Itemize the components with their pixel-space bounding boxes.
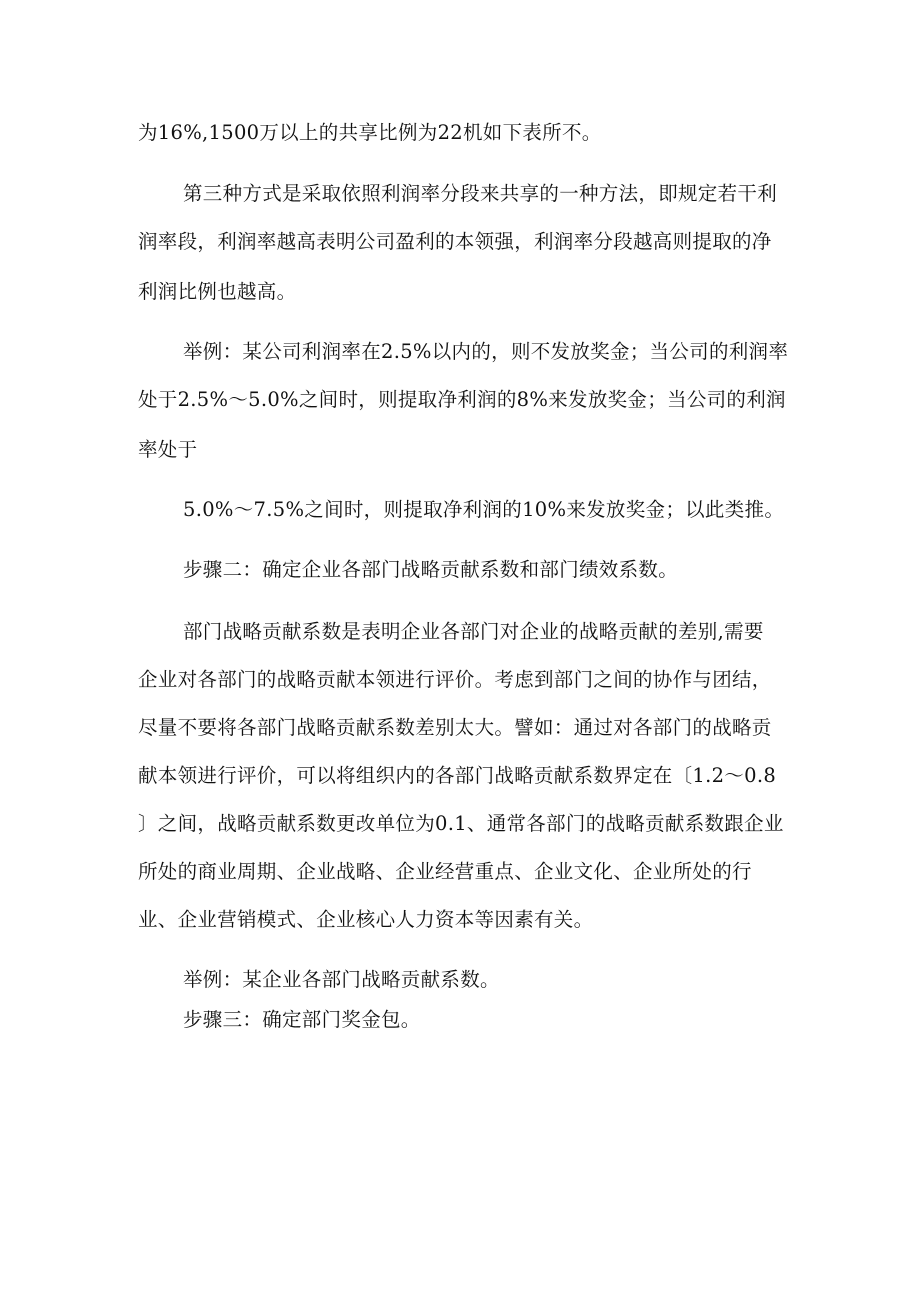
- paragraph-line: 所处的商业周期、企业战略、企业经营重点、企业文化、企业所处的行: [138, 860, 752, 883]
- paragraph-line: 润率段，利润率越高表明公司盈利的本领强，利润率分段越高则提取的净: [138, 230, 772, 253]
- step-heading: 步骤二：确定企业各部门战略贡献系数和部门绩效系数。: [183, 558, 679, 581]
- paragraph-line: 率处于: [138, 438, 198, 461]
- paragraph-line: 企业对各部门的战略贡献本领进行评价。考虑到部门之间的协作与团结，: [138, 668, 772, 691]
- paragraph-line: 第三种方式是采取依照利润率分段来共享的一种方法，即规定若干利: [183, 182, 778, 205]
- paragraph-line: 利润比例也越高。: [138, 280, 297, 303]
- step-heading: 步骤三：确定部门奖金包。: [183, 1008, 421, 1031]
- paragraph-line: 献本领进行评价，可以将组织内的各部门战略贡献系数界定在〔1.2～0.8: [138, 764, 777, 787]
- paragraph-line: 部门战略贡献系数是表明企业各部门对企业的战略贡献的差别,需要: [183, 620, 764, 643]
- paragraph-line: 为16%,1500万以上的共享比例为22机如下表所不。: [138, 121, 602, 144]
- paragraph-line: 〕之间，战略贡献系数更改单位为0.1、通常各部门的战略贡献系数跟企业: [138, 812, 784, 835]
- paragraph-line: 处于2.5%～5.0%之间时，则提取净利润的8%来发放奖金；当公司的利润: [138, 388, 786, 411]
- example-line: 举例：某企业各部门战略贡献系数。: [183, 968, 500, 991]
- paragraph-line: 尽量不要将各部门战略贡献系数差别太大。譬如：通过对各部门的战略贡: [138, 716, 772, 739]
- paragraph-line: 举例：某公司利润率在2.5%以内的，则不发放奖金；当公司的利润率: [183, 340, 789, 363]
- paragraph-line: 5.0%～7.5%之间时，则提取净利润的10%来发放奖金；以此类推。: [183, 498, 785, 521]
- paragraph-line: 业、企业营销模式、企业核心人力资本等因素有关。: [138, 908, 594, 931]
